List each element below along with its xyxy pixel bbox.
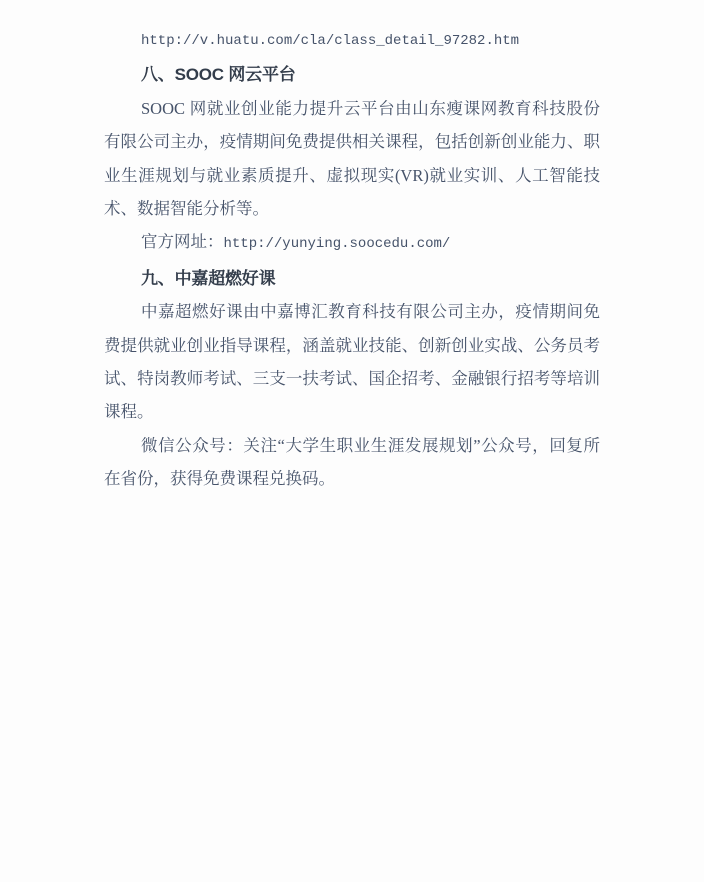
paragraph-official-site xyxy=(104,225,600,261)
paragraph-class-url xyxy=(104,22,600,58)
official-site-label: 官方网址： xyxy=(141,232,224,252)
paragraph-wechat-account: 微信公众号：关注“大学生职业生涯发展规划”公众号，回复所在省份，获得免费课程兑换码。 xyxy=(104,435,600,489)
section-heading-zhongjia: 九、中嘉超燃好课 xyxy=(141,268,276,288)
class-detail-url-text: http://v.huatu.com/cla/class_detail_97282.htm xyxy=(141,33,520,49)
paragraph-zhongjia-description: 中嘉超燃好课由中嘉博汇教育科技有限公司主办，疫情期间免费提供就业创业指导课程，涵盖就业技能、创新创业实战、公务员考试、特岗教师考试、三支一扶考试、国企招考、金融银行招考等培训课程。 xyxy=(104,302,600,422)
section-heading-sooc: 八、SOOC 网云平台 xyxy=(141,65,296,85)
official-site-url-text: http://yunying.soocedu.com/ xyxy=(223,236,451,253)
paragraph-sooc-description: SOOC 网就业创业能力提升云平台由山东瘦课网教育科技股份有限公司主办，疫情期间免费提供相关课程，包括创新创业能力、职业生涯规划与就业素质提升、虚拟现实(VR)就业实训、人工智能技术、数据智能分析等。 xyxy=(104,98,600,219)
